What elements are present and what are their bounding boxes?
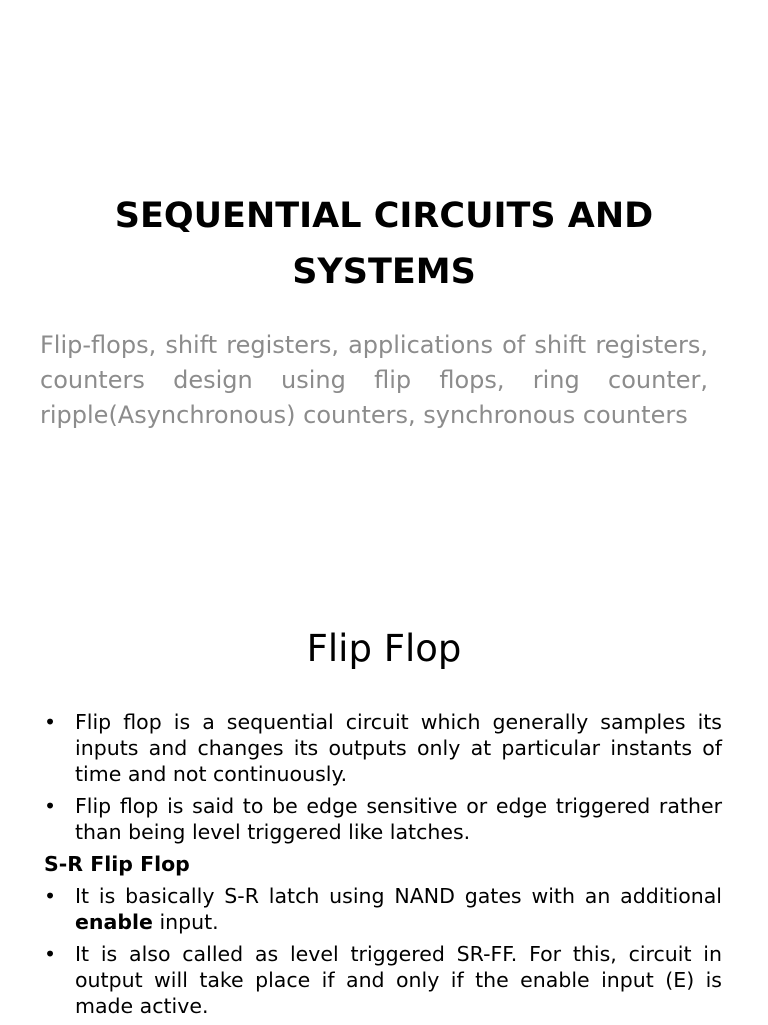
bullet-item bbox=[44, 793, 722, 845]
bullet-text: It is also called as level triggered SR-FF. For this, circuit in output will take place if and only if the enable input (E) is made active. bbox=[75, 942, 722, 1018]
bullet-bold-term: enable bbox=[75, 910, 153, 934]
slide-title bbox=[0, 0, 768, 512]
bullet-item bbox=[44, 709, 722, 787]
bullet-dot-icon: • bbox=[44, 942, 57, 966]
bullet-dot-icon: • bbox=[44, 884, 57, 908]
title-line-1: SEQUENTIAL CIRCUITS AND bbox=[114, 196, 654, 236]
slide-content bbox=[44, 709, 722, 1025]
slide-heading: Flip Flop bbox=[306, 627, 462, 670]
bullet-text-part: It is basically S-R latch using NAND gates with an additional bbox=[75, 884, 722, 908]
bullet-item bbox=[44, 941, 722, 1019]
bullet-text-part: input. bbox=[152, 910, 219, 934]
slide-flip-flop bbox=[0, 512, 768, 1024]
bullet-text: Flip flop is a sequential circuit which generally samples its inputs and changes its outputs only at particular instants of time and not continuously. bbox=[75, 710, 722, 786]
subheading-sr-flip-flop: S-R Flip Flop bbox=[44, 852, 190, 876]
bullet-dot-icon: • bbox=[44, 710, 57, 734]
slide-title-heading bbox=[80, 188, 688, 300]
bullet-dot-icon: • bbox=[44, 794, 57, 818]
slide-subtitle: Flip-flops, shift registers, applications of shift registers, counters design using flip flops, ring counter, ripple(Asynchronous) counters, synchronous counters bbox=[40, 331, 708, 429]
bullet-text: Flip flop is said to be edge sensitive or edge triggered rather than being level triggered like latches. bbox=[75, 794, 722, 844]
title-line-2: SYSTEMS bbox=[292, 252, 476, 292]
bullet-item bbox=[44, 883, 722, 935]
bullet-text bbox=[75, 884, 722, 934]
